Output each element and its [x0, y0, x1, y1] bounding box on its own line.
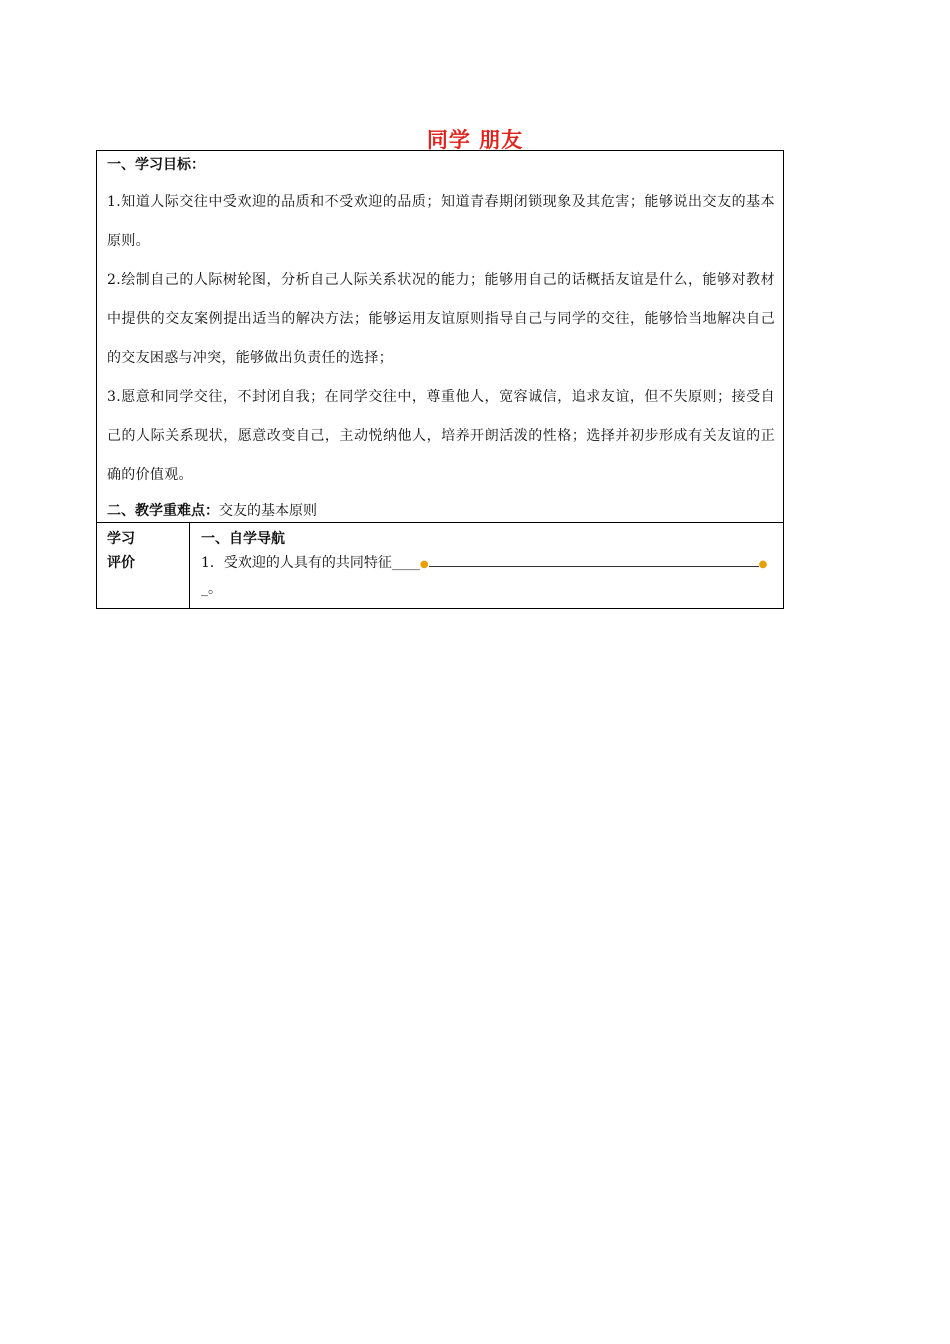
difficulty-row: [107, 501, 317, 521]
evaluation-label-line2: 评价: [107, 555, 135, 571]
lesson-table: [96, 150, 784, 609]
goals-heading: 一、学习目标：: [107, 157, 205, 173]
answer-blank[interactable]: [429, 552, 759, 567]
evaluation-label-cell: [97, 523, 190, 608]
goals-section: [97, 151, 783, 523]
goal-item-2: 2.绘制自己的人际树轮图，分析自己人际关系状况的能力；能够用自己的话概括友谊是什么，能够对教材中提供的交友案例提出适当的解决方法；能够运用友谊原则指导自己与同学的交往，能够恰当地解决自己的交友困惑与冲突，能够做出负责任的选择；: [107, 272, 775, 366]
page-title: 同学 朋友: [426, 128, 524, 152]
mark-dot-icon: ●: [758, 559, 768, 570]
difficulty-label: 二、教学重难点：: [107, 503, 219, 519]
mark-dot-icon: ●: [419, 559, 429, 570]
question-1-text: 1．受欢迎的人具有的共同特征____: [201, 555, 420, 571]
goal-item-1: 1.知道人际交往中受欢迎的品质和不受欢迎的品质；知道青春期闭锁现象及其危害；能够说出交友的基本原则。: [107, 194, 775, 249]
goal-item-3: 3.愿意和同学交往，不封闭自我；在同学交往中，尊重他人，宽容诚信，追求友谊，但不失原则；接受自己的人际关系现状，愿意改变自己，主动悦纳他人，培养开朗活泼的性格；选择并初步形成有关友谊的正确的价值观。: [107, 389, 775, 483]
self-study-cell: [190, 523, 783, 608]
self-study-heading: 一、自学导航: [201, 531, 285, 547]
evaluation-label-line1: 学习: [107, 531, 135, 547]
question-1-end: _。: [201, 581, 222, 597]
difficulty-value: 交友的基本原则: [219, 503, 317, 519]
question-1: [201, 551, 775, 577]
